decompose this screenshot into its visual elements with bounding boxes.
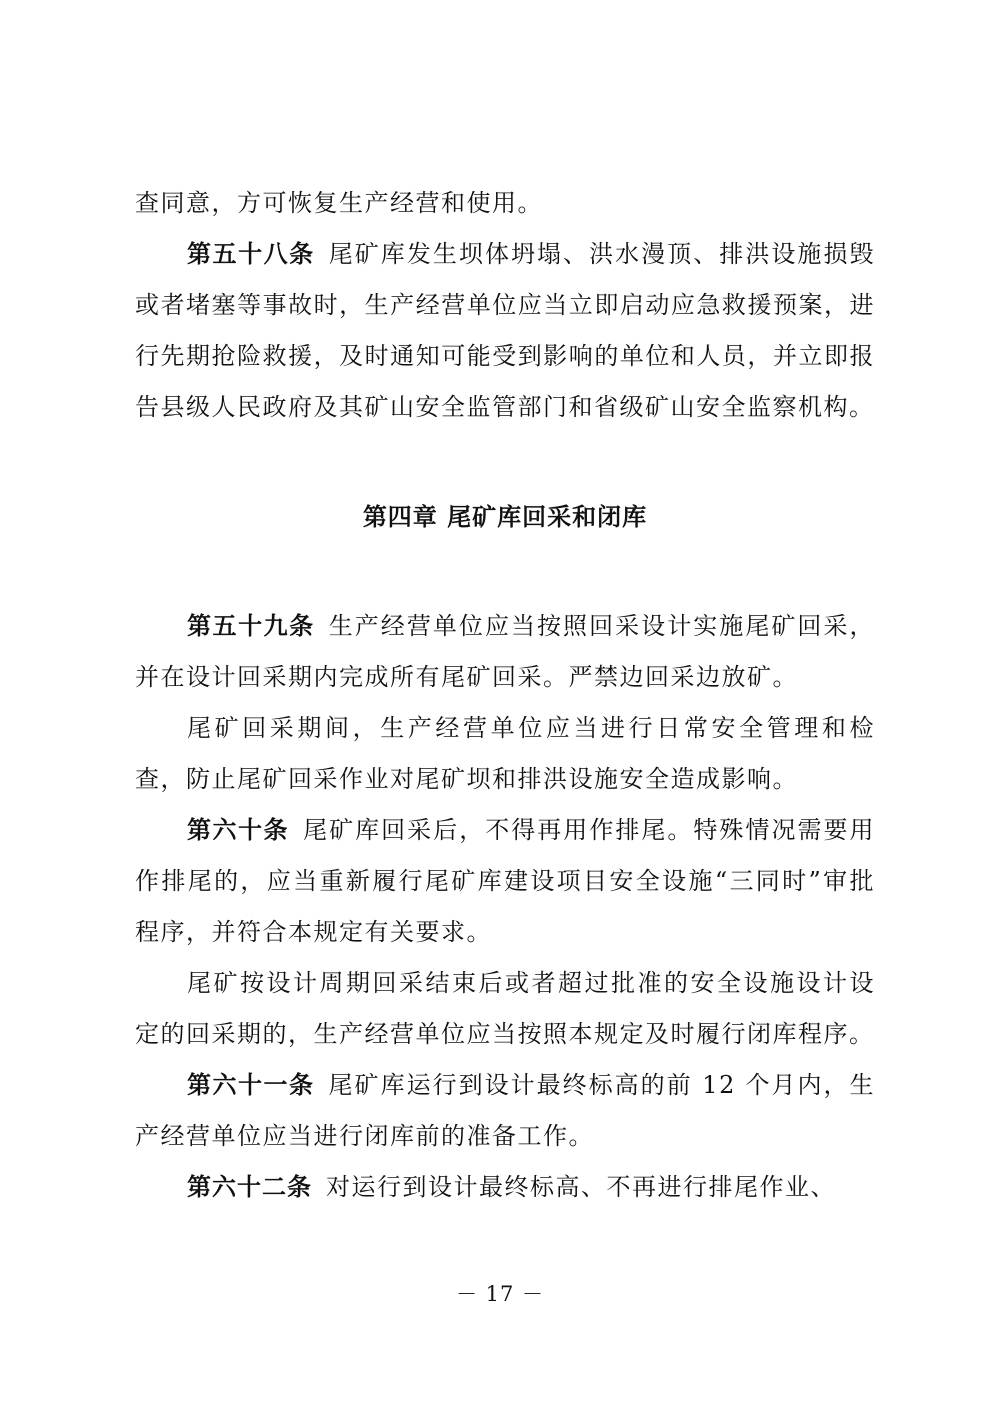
chapter-heading: 第四章 尾矿库回采和闭库 <box>362 503 648 531</box>
article-58 <box>135 229 875 433</box>
article-text: 生产经营单位应当按照回采设计实施尾矿回采，并在设计回采期内完成所有尾矿回采。严禁边回采边放矿。 <box>135 612 876 691</box>
article-60 <box>135 805 875 958</box>
document-body <box>135 178 875 1213</box>
article-61 <box>135 1060 875 1162</box>
article-text: 尾矿库发生坝体坍塌、洪水漫顶、排洪设施损毁或者堵塞等事故时，生产经营单位应当立即启动应急救援预案，进行先期抢险救援，及时通知可能受到影响的单位和人员，并立即报告县级人民政府及其矿山安全监管部门和省级矿山安全监察机构。 <box>135 240 876 421</box>
article-text: 尾矿库回采后，不得再用作排尾。特殊情况需要用作排尾的，应当重新履行尾矿库建设项目安全设施“三同时”审批程序，并符合本规定有关要求。 <box>135 816 876 946</box>
paragraph-text: 尾矿按设计周期回采结束后或者超过批准的安全设施设计设定的回采期的，生产经营单位应当按照本规定及时履行闭库程序。 <box>135 969 875 1048</box>
article-text: 尾矿库运行到设计最终标高的前 12 个月内，生产经营单位应当进行闭库前的准备工作。 <box>135 1071 876 1150</box>
article-62 <box>135 1162 875 1213</box>
page-number: － 17 － <box>455 1282 545 1306</box>
article-label: 第五十八条 <box>187 240 315 268</box>
paragraph-continuation <box>135 178 875 229</box>
article-text: 对运行到设计最终标高、不再进行排尾作业、 <box>326 1173 836 1201</box>
paragraph-text: 尾矿回采期间，生产经营单位应当进行日常安全管理和检查，防止尾矿回采作业对尾矿坝和排洪设施安全造成影响。 <box>135 714 875 793</box>
article-60-paragraph-2 <box>135 958 875 1060</box>
article-label: 第五十九条 <box>187 612 315 640</box>
article-label: 第六十一条 <box>187 1071 315 1099</box>
paragraph-text: 查同意，方可恢复生产经营和使用。 <box>135 189 543 217</box>
article-label: 第六十二条 <box>187 1173 312 1201</box>
article-label: 第六十条 <box>187 816 290 844</box>
article-59 <box>135 601 875 703</box>
article-59-paragraph-2 <box>135 703 875 805</box>
